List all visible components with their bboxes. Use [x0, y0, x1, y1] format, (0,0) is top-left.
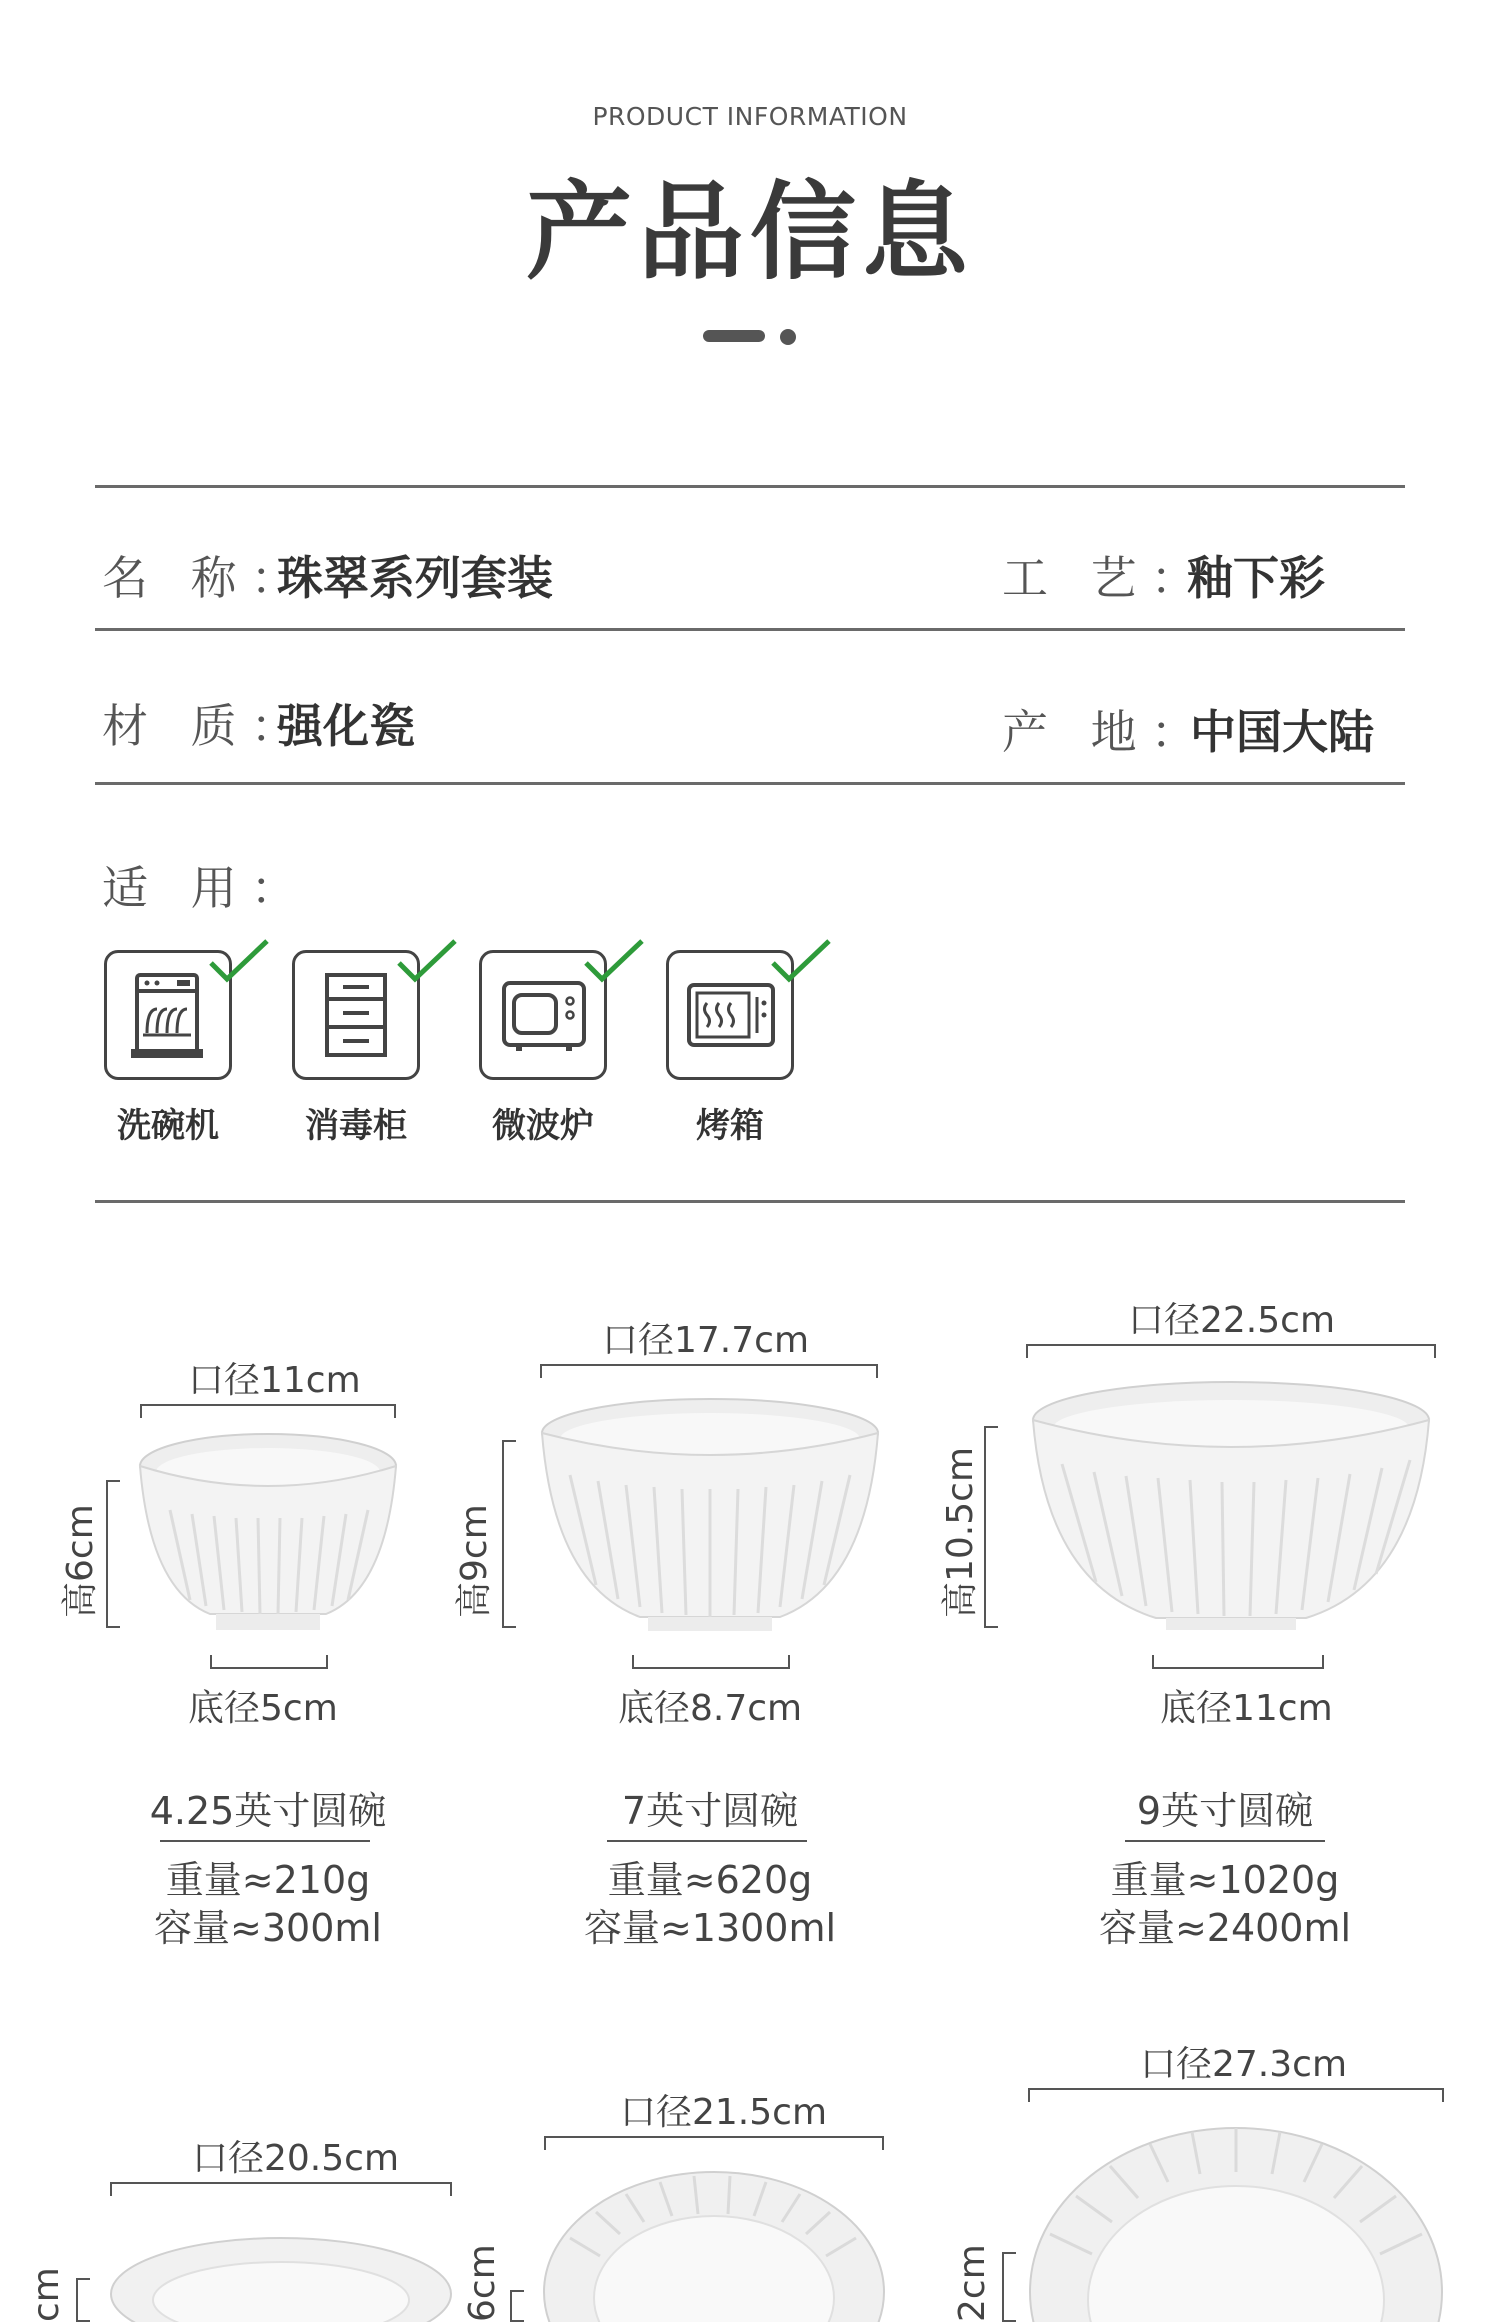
plate-height-dim: cm — [26, 2267, 67, 2322]
dimension-bracket — [632, 1655, 790, 1669]
bowl-height-dim: 高10.5cm — [940, 1446, 981, 1618]
dimension-bracket — [510, 2290, 524, 2322]
material-value: 强化瓷 — [277, 699, 415, 753]
check-icon — [769, 937, 833, 985]
plate-mouth-dim: 口径21.5cm — [620, 2092, 828, 2133]
plate-image — [1026, 2124, 1446, 2322]
bowl-weight: 重量≈210g — [165, 1858, 371, 1902]
bowl-capacity: 容量≈1300ml — [583, 1906, 837, 1950]
bowl-mouth-dim: 口径11cm — [188, 1360, 361, 1401]
sterilizer-cabinet-icon — [292, 950, 420, 1080]
usage-label-microwave: 微波炉 — [492, 1106, 594, 1146]
table-divider — [95, 628, 1405, 631]
usage-oven — [666, 950, 801, 1146]
dimension-bracket — [1026, 1344, 1436, 1358]
usage-label-sterilizer: 消毒柜 — [305, 1106, 407, 1146]
plate-mouth-dim: 口径27.3cm — [1140, 2044, 1348, 2085]
usage-sterilizer — [292, 950, 427, 1146]
oven-icon — [666, 950, 794, 1080]
craft-label: 工 艺： — [1002, 551, 1211, 605]
dishwasher-icon — [104, 950, 232, 1080]
craft-value: 釉下彩 — [1187, 551, 1325, 605]
dimension-bracket — [502, 1440, 516, 1628]
bowl-name: 7英寸圆碗 — [621, 1789, 799, 1833]
bowl-base-dim: 底径11cm — [1160, 1688, 1333, 1729]
bowl-weight: 重量≈620g — [607, 1858, 813, 1902]
name-label: 名 称： — [102, 551, 311, 605]
bowl-weight: 重量≈1020g — [1110, 1858, 1340, 1902]
bowl-mouth-dim: 口径22.5cm — [1128, 1300, 1336, 1341]
origin-value: 中国大陆 — [1190, 705, 1374, 759]
dimension-bracket — [140, 1404, 396, 1418]
bowl-capacity: 容量≈300ml — [154, 1906, 382, 1950]
bowl-image — [1026, 1378, 1436, 1634]
bowl-name: 9英寸圆碗 — [1136, 1789, 1314, 1833]
title-divider-bar — [703, 330, 765, 342]
microwave-icon — [479, 950, 607, 1080]
dimension-bracket — [106, 1480, 120, 1628]
table-divider — [95, 485, 1405, 488]
plate-image — [540, 2168, 888, 2322]
check-icon — [207, 937, 271, 985]
dimension-bracket — [984, 1426, 998, 1628]
bowl-image — [130, 1430, 406, 1640]
material-label: 材 质： — [102, 699, 311, 753]
dimension-bracket — [110, 2182, 452, 2196]
plate-height-dim: 2cm — [952, 2244, 993, 2322]
usage-label: 适 用： — [102, 861, 311, 915]
name-underline — [1125, 1840, 1325, 1842]
bowl-mouth-dim: 口径17.7cm — [602, 1320, 810, 1361]
name-underline — [607, 1840, 807, 1842]
bowl-height-dim: 高9cm — [454, 1504, 495, 1618]
bowl-capacity: 容量≈2400ml — [1098, 1906, 1352, 1950]
bowl-base-dim: 底径8.7cm — [618, 1688, 803, 1729]
usage-dishwasher — [104, 950, 239, 1146]
bowl-height-dim: 高6cm — [60, 1504, 101, 1618]
check-icon — [395, 937, 459, 985]
section-subtitle: PRODUCT INFORMATION — [592, 102, 908, 131]
title-divider-dot — [780, 329, 796, 345]
name-underline — [160, 1840, 370, 1842]
bowl-image — [530, 1395, 890, 1635]
table-divider — [95, 782, 1405, 785]
dimension-bracket — [210, 1655, 328, 1669]
check-icon — [582, 937, 646, 985]
dimension-bracket — [76, 2278, 90, 2322]
usage-label-dishwasher: 洗碗机 — [117, 1106, 219, 1146]
usage-label-oven: 烤箱 — [696, 1106, 764, 1146]
table-divider — [95, 1200, 1405, 1203]
bowl-name: 4.25英寸圆碗 — [149, 1789, 387, 1833]
bowl-base-dim: 底径5cm — [188, 1688, 338, 1729]
dimension-bracket — [1002, 2252, 1016, 2322]
dimension-bracket — [1028, 2088, 1444, 2102]
origin-label: 产 地： — [1002, 705, 1211, 759]
usage-microwave — [479, 950, 614, 1146]
page-title: 产品信息 — [526, 171, 974, 294]
plate-mouth-dim: 口径20.5cm — [192, 2138, 400, 2179]
dimension-bracket — [540, 1364, 878, 1378]
name-value: 珠翠系列套装 — [277, 551, 553, 605]
plate-height-dim: 6cm — [462, 2244, 503, 2322]
dimension-bracket — [1152, 1655, 1324, 1669]
plate-image — [108, 2234, 454, 2322]
dimension-bracket — [544, 2136, 884, 2150]
